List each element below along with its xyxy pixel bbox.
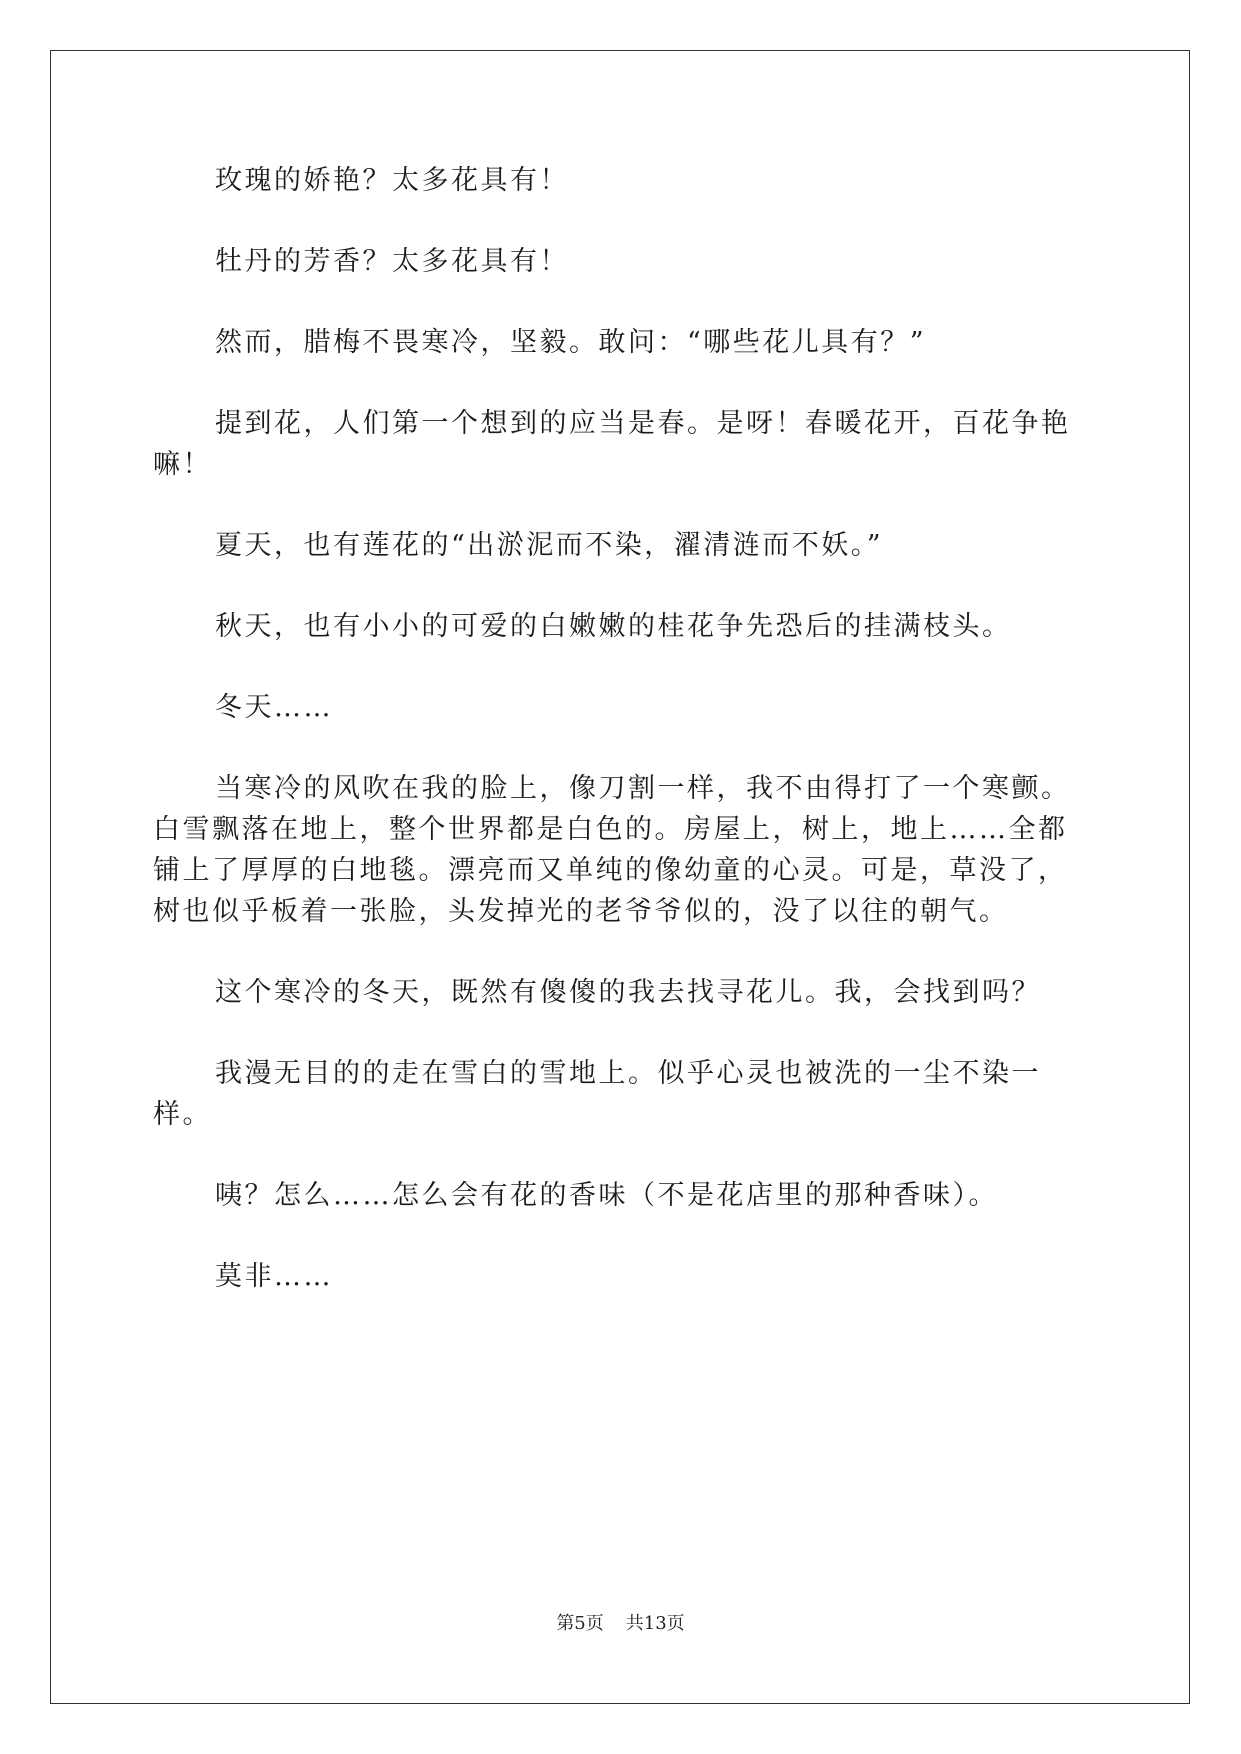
page-number: 第5页	[556, 1613, 604, 1634]
paragraph-11: 咦？怎么……怎么会有花的香味（不是花店里的那种香味）。	[215, 1180, 998, 1211]
paragraph-3: 然而，腊梅不畏寒冷，坚毅。敢问：“哪些花儿具有？”	[215, 327, 927, 358]
page-footer	[0, 1612, 1241, 1636]
paragraph-4: 提到花，人们第一个想到的应当是春。是呀！春暖花开，百花争艳嘛！	[153, 408, 1071, 480]
paragraph-1: 玫瑰的娇艳？太多花具有！	[215, 165, 569, 196]
paragraph-8: 当寒冷的风吹在我的脸上，像刀割一样，我不由得打了一个寒颤。白雪飘落在地上，整个世界都是白色的。房屋上，树上，地上……全都铺上了厚厚的白地毯。漂亮而又单纯的像幼童的心灵。可是，草没了，树也似乎板着一张脸，头发掉光的老爷爷似的，没了以往的朝气。	[153, 773, 1071, 927]
paragraph-12: 莫非……	[215, 1261, 333, 1292]
paragraph-5: 夏天，也有莲花的“出淤泥而不染，濯清涟而不妖。”	[215, 530, 884, 561]
document-body	[153, 160, 1095, 1337]
paragraph-6: 秋天，也有小小的可爱的白嫩嫩的桂花争先恐后的挂满枝头。	[215, 611, 1012, 642]
paragraph-9: 这个寒冷的冬天，既然有傻傻的我去找寻花儿。我，会找到吗？	[215, 977, 1041, 1008]
paragraph-2: 牡丹的芳香？太多花具有！	[215, 246, 569, 277]
paragraph-10: 我漫无目的的走在雪白的雪地上。似乎心灵也被洗的一尘不染一样。	[153, 1058, 1041, 1130]
paragraph-7: 冬天……	[215, 692, 333, 723]
page-total: 共13页	[625, 1613, 685, 1634]
